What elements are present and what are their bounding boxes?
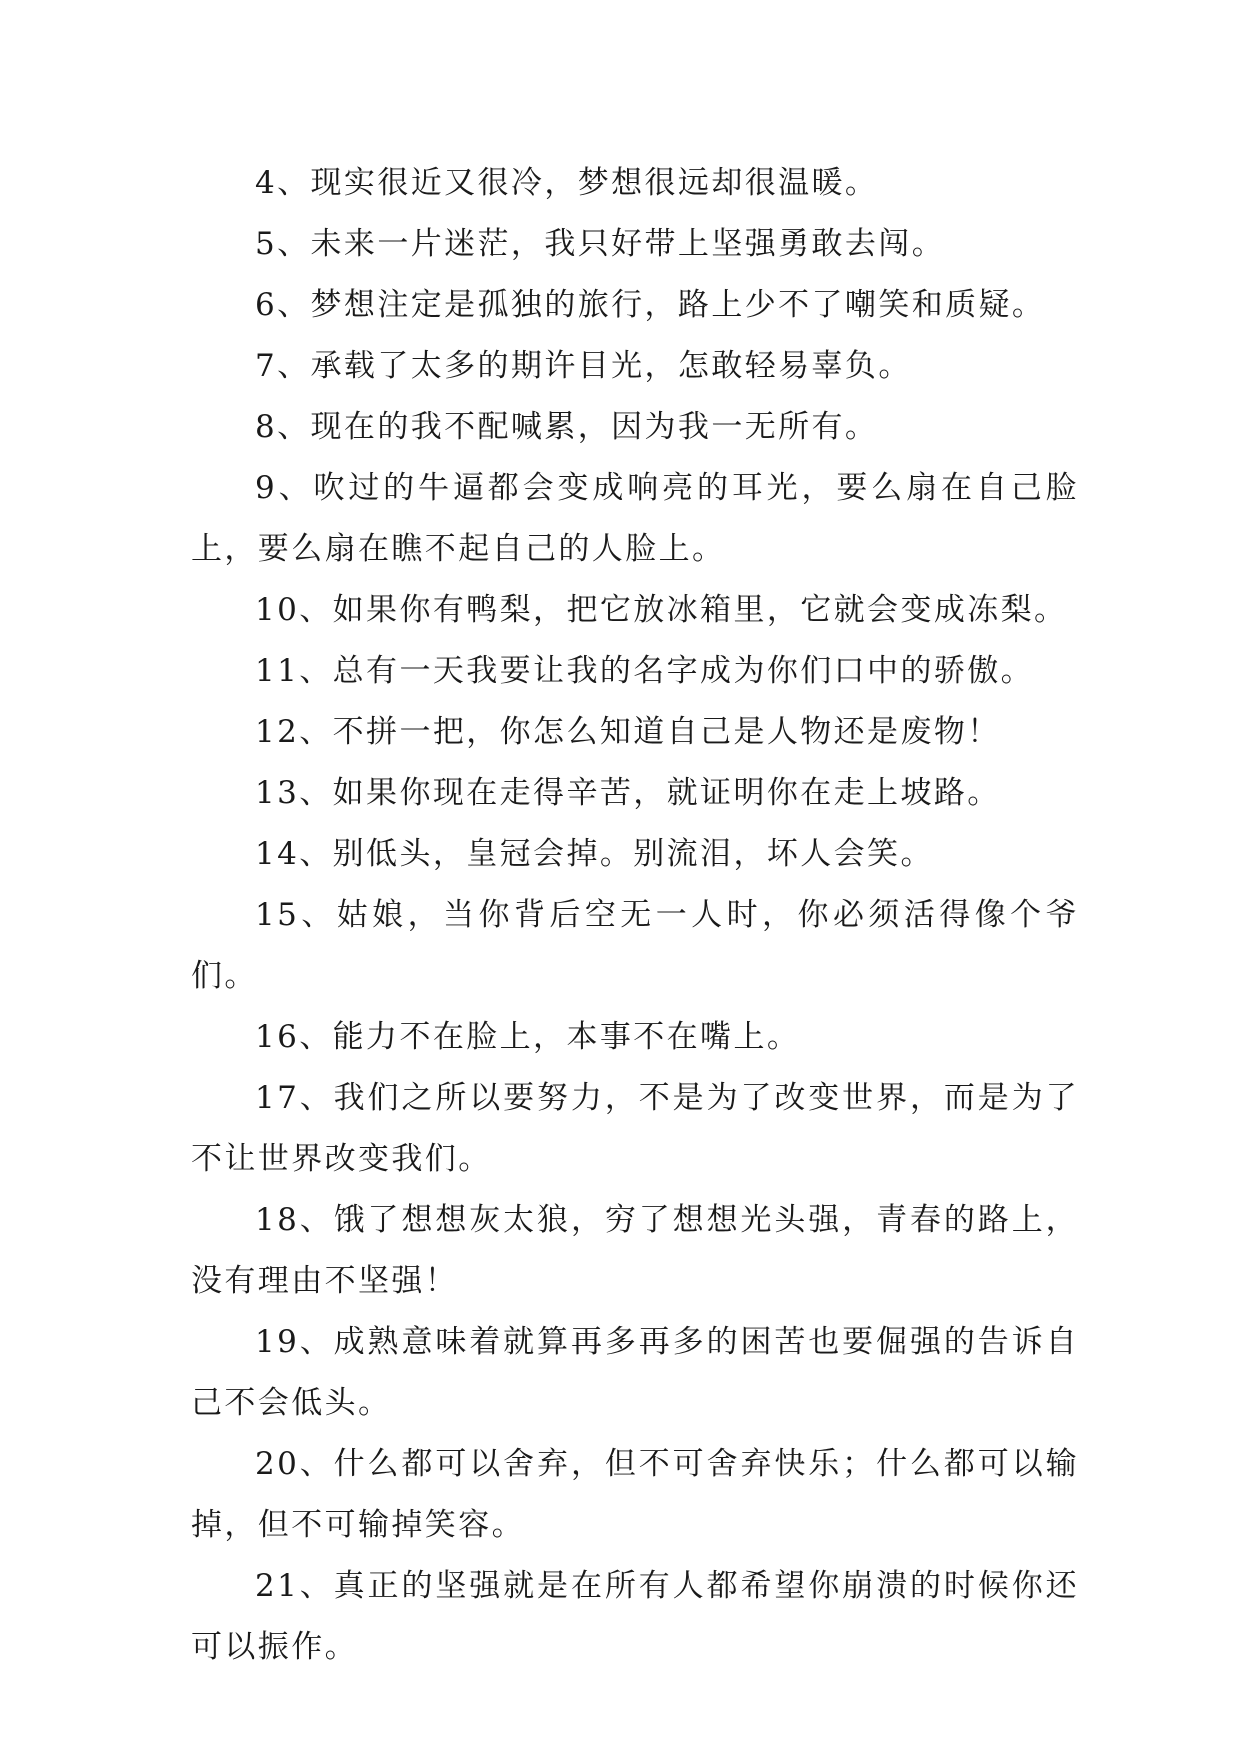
paragraph-6: 6、梦想注定是孤独的旅行，路上少不了嘲笑和质疑。 [255,287,1046,323]
paragraph-12: 12、不拼一把，你怎么知道自己是人物还是废物！ [255,714,1001,750]
paragraph-13: 13、如果你现在走得辛苦，就证明你在走上坡路。 [255,775,1001,811]
document-body [191,153,1079,1678]
paragraph-16: 16、能力不在脸上，本事不在嘴上。 [255,1019,801,1055]
paragraph-21: 21、真正的坚强就是在所有人都希望你崩溃的时候你还可以振作。 [191,1568,1079,1665]
paragraph-8: 8、现在的我不配喊累，因为我一无所有。 [255,409,879,445]
paragraph-17: 17、我们之所以要努力，不是为了改变世界，而是为了不让世界改变我们。 [191,1080,1079,1177]
paragraph-19: 19、成熟意味着就算再多再多的困苦也要倔强的告诉自己不会低头。 [191,1324,1079,1421]
paragraph-15: 15、姑娘，当你背后空无一人时，你必须活得像个爷们。 [191,897,1079,994]
paragraph-4: 4、现实很近又很冷，梦想很远却很温暖。 [255,165,879,201]
paragraph-14: 14、别低头，皇冠会掉。别流泪，坏人会笑。 [255,836,934,872]
paragraph-5: 5、未来一片迷茫，我只好带上坚强勇敢去闯。 [255,226,946,262]
paragraph-11: 11、总有一天我要让我的名字成为你们口中的骄傲。 [255,653,1035,689]
paragraph-18: 18、饿了想想灰太狼，穷了想想光头强，青春的路上，没有理由不坚强！ [191,1202,1079,1299]
paragraph-20: 20、什么都可以舍弃，但不可舍弃快乐；什么都可以输掉，但不可输掉笑容。 [191,1446,1079,1543]
paragraph-10: 10、如果你有鸭梨，把它放冰箱里，它就会变成冻梨。 [255,592,1068,628]
paragraph-9: 9、吹过的牛逼都会变成响亮的耳光，要么扇在自己脸上，要么扇在瞧不起自己的人脸上。 [191,470,1079,567]
paragraph-7: 7、承载了太多的期许目光，怎敢轻易辜负。 [255,348,912,384]
